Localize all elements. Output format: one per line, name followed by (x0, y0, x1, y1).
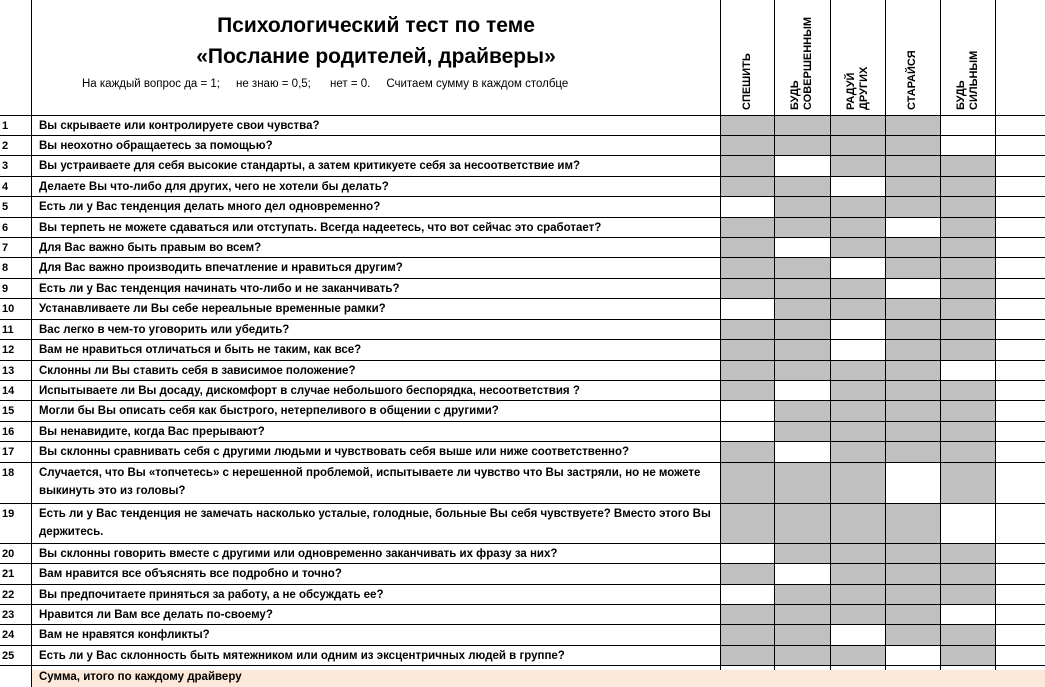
question-number: 17 (2, 446, 15, 458)
row-divider (0, 115, 1045, 116)
question-text: Вам не нравиться отличаться и быть не таким, как все? (39, 344, 362, 356)
answer-cell-shaded (720, 564, 774, 585)
answer-cell-shaded (720, 156, 774, 177)
answer-cell-shaded (885, 156, 940, 177)
answer-cell-shaded (885, 401, 940, 422)
answer-cell-shaded (830, 442, 885, 463)
answer-cell-shaded (720, 258, 774, 279)
question-text: Есть ли у Вас тенденция делать много дел одновременно? (39, 201, 381, 213)
row-divider (0, 339, 1045, 340)
column-divider (31, 0, 32, 687)
question-number: 15 (2, 405, 15, 417)
answer-cell-shaded (774, 585, 830, 605)
answer-cell-shaded (774, 605, 830, 625)
row-divider (0, 298, 1045, 299)
answer-cell-shaded (720, 646, 774, 666)
answer-cell-shaded (940, 585, 995, 605)
question-text: Вас легко в чем-то уговорить или убедить? (39, 324, 290, 336)
column-divider (940, 0, 941, 687)
row-divider (0, 421, 1045, 422)
answer-cell-shaded (720, 116, 774, 136)
answer-cell-shaded (830, 299, 885, 320)
question-number: 1 (2, 120, 9, 132)
question-number: 8 (2, 262, 9, 274)
answer-cell-shaded (940, 320, 995, 340)
answer-cell-shaded (774, 401, 830, 422)
question-text: Вы склонны сравнивать себя с другими людьми и чувствовать себя выше или ниже соответственно? (39, 446, 630, 458)
answer-cell-shaded (940, 218, 995, 238)
question-text: Вы предпочитаете приняться за работу, а не обсуждать ее? (39, 589, 384, 601)
question-text: Вам не нравятся конфликты? (39, 629, 210, 641)
answer-cell-shaded (720, 625, 774, 646)
row-divider (0, 237, 1045, 238)
answer-cell-shaded (774, 279, 830, 299)
question-text: Вам нравится все объяснять все подробно и точно? (39, 568, 342, 580)
column-divider (885, 0, 886, 687)
answer-cell-shaded (940, 401, 995, 422)
question-text: Для Вас важно производить впечатление и нравиться другим? (39, 262, 403, 274)
answer-cell-shaded (830, 544, 885, 564)
answer-cell-shaded (720, 136, 774, 156)
page-title: Психологический тест по теме (217, 14, 535, 37)
question-number: 3 (2, 160, 9, 172)
sum-row-label: Сумма, итого по каждому драйверу (39, 671, 242, 683)
answer-cell-shaded (885, 625, 940, 646)
question-text: Делаете Вы что-либо для других, чего не хотели бы делать? (39, 181, 389, 193)
answer-cell-shaded (940, 258, 995, 279)
question-text: Вы скрываете или контролируете свои чувства? (39, 120, 320, 132)
answer-cell-shaded (774, 177, 830, 197)
answer-cell-shaded (940, 197, 995, 218)
answer-cell-shaded (940, 646, 995, 666)
column-header-driver: БУДЬ (789, 80, 801, 110)
question-text: Есть ли у Вас тенденция начинать что-либо и не заканчивать? (39, 283, 400, 295)
question-number: 13 (2, 365, 15, 377)
answer-cell-shaded (885, 258, 940, 279)
answer-cell-shaded (830, 156, 885, 177)
column-divider (720, 0, 721, 687)
answer-cell-shaded (774, 463, 830, 504)
question-text: Нравится ли Вам все делать по-своему? (39, 609, 273, 621)
answer-cell-shaded (940, 463, 995, 504)
answer-cell-shaded (885, 320, 940, 340)
answer-cell-shaded (940, 564, 995, 585)
row-divider (0, 155, 1045, 156)
answer-cell-shaded (830, 564, 885, 585)
column-header-driver: СТАРАЙСЯ (906, 50, 918, 110)
row-divider (0, 665, 1045, 666)
answer-cell-shaded (885, 136, 940, 156)
question-number: 24 (2, 629, 15, 641)
answer-cell-shaded (885, 381, 940, 401)
answer-cell-shaded (830, 605, 885, 625)
row-divider (0, 441, 1045, 442)
question-number: 23 (2, 609, 15, 621)
question-number: 20 (2, 548, 15, 560)
answer-cell-shaded (774, 136, 830, 156)
question-text: Склонны ли Вы ставить себя в зависимое положение? (39, 365, 356, 377)
answer-cell-shaded (940, 422, 995, 442)
answer-cell-shaded (940, 177, 995, 197)
answer-cell-shaded (774, 320, 830, 340)
answer-cell-shaded (720, 381, 774, 401)
row-divider (0, 217, 1045, 218)
question-number: 6 (2, 222, 9, 234)
answer-cell-shaded (774, 218, 830, 238)
answer-cell-shaded (830, 136, 885, 156)
row-divider (0, 400, 1045, 401)
answer-cell-shaded (940, 156, 995, 177)
row-divider (0, 604, 1045, 605)
answer-cell-shaded (774, 197, 830, 218)
question-number: 19 (2, 508, 15, 520)
row-divider (0, 196, 1045, 197)
answer-cell-shaded (940, 238, 995, 258)
answer-cell-shaded (720, 218, 774, 238)
answer-cell-shaded (885, 238, 940, 258)
answer-cell-shaded (774, 340, 830, 361)
row-divider (0, 462, 1045, 463)
answer-cell-shaded (885, 564, 940, 585)
answer-cell-shaded (720, 442, 774, 463)
page-subtitle: «Послание родителей, драйверы» (196, 45, 556, 68)
answer-cell-shaded (720, 177, 774, 197)
answer-cell-shaded (830, 218, 885, 238)
answer-cell-shaded (774, 504, 830, 544)
question-text: Вы склонны говорить вместе с другими или одновременно заканчивать их фразу за них? (39, 548, 558, 560)
row-divider (0, 380, 1045, 381)
column-header-driver: СПЕШИТЬ (740, 53, 753, 110)
answer-cell-shaded (885, 361, 940, 381)
answer-cell-shaded (885, 340, 940, 361)
answer-cell-shaded (830, 646, 885, 666)
answer-cell-shaded (940, 340, 995, 361)
answer-cell-shaded (940, 544, 995, 564)
answer-cell-shaded (774, 299, 830, 320)
answer-cell-shaded (774, 361, 830, 381)
answer-cell-shaded (885, 177, 940, 197)
column-divider (995, 0, 996, 687)
question-text: Есть ли у Вас склонность быть мятежником или одним из эксцентричных людей в группе? (39, 650, 565, 662)
question-number: 11 (2, 324, 14, 336)
question-text: Испытываете ли Вы досаду, дискомфорт в случае небольшого беспорядка, несоответствия ? (39, 385, 580, 397)
question-text: Для Вас важно быть правым во всем? (39, 242, 262, 254)
answer-cell-shaded (940, 299, 995, 320)
answer-cell-shaded (885, 422, 940, 442)
answer-cell-shaded (720, 605, 774, 625)
question-number: 16 (2, 426, 15, 438)
answer-cell-shaded (720, 340, 774, 361)
row-divider (0, 543, 1045, 544)
answer-cell-shaded (830, 463, 885, 504)
answer-cell-shaded (830, 401, 885, 422)
row-divider (0, 563, 1045, 564)
answer-cell-shaded (940, 442, 995, 463)
answer-cell-shaded (830, 504, 885, 544)
answer-cell-shaded (885, 544, 940, 564)
answer-cell-shaded (720, 279, 774, 299)
answer-cell-shaded (830, 238, 885, 258)
question-number: 5 (2, 201, 9, 213)
answer-cell-shaded (830, 361, 885, 381)
row-divider (0, 176, 1045, 177)
answer-cell-shaded (720, 504, 774, 544)
row-divider (0, 624, 1045, 625)
row-divider (0, 503, 1045, 504)
column-divider (830, 0, 831, 687)
answer-cell-shaded (830, 279, 885, 299)
answer-cell-shaded (830, 422, 885, 442)
question-number: 9 (2, 283, 9, 295)
row-divider (0, 257, 1045, 258)
answer-cell-shaded (720, 238, 774, 258)
scoring-instructions: На каждый вопрос да = 1; не знаю = 0,5; нет = 0. Считаем сумму в каждом столбце (82, 78, 569, 90)
column-divider (774, 0, 775, 687)
question-number: 21 (2, 568, 15, 580)
answer-cell-shaded (885, 585, 940, 605)
question-text: Вы устраиваете для себя высокие стандарты, а затем критикуете себя за несоответствие им? (39, 160, 581, 172)
answer-cell-shaded (885, 197, 940, 218)
answer-cell-shaded (774, 625, 830, 646)
answer-cell-shaded (720, 463, 774, 504)
question-text: Устанавливаете ли Вы себе нереальные временные рамки? (39, 303, 386, 315)
question-text: Вы ненавидите, когда Вас прерывают? (39, 426, 265, 438)
answer-cell-shaded (774, 646, 830, 666)
column-header-driver: СИЛЬНЫМ (967, 50, 980, 110)
row-divider (0, 135, 1045, 136)
row-divider (0, 645, 1045, 646)
answer-cell-shaded (885, 605, 940, 625)
question-number: 14 (2, 385, 15, 397)
answer-cell-shaded (885, 299, 940, 320)
column-header-driver: РАДУЙ (844, 72, 857, 110)
answer-cell-shaded (774, 544, 830, 564)
question-number: 4 (2, 181, 9, 193)
question-text: Вы неохотно обращаетесь за помощью? (39, 140, 273, 152)
answer-cell-shaded (774, 116, 830, 136)
column-header-driver: ДРУГИХ (857, 66, 870, 110)
answer-cell-shaded (830, 116, 885, 136)
question-number: 10 (2, 303, 15, 315)
row-divider (0, 319, 1045, 320)
answer-cell-shaded (830, 381, 885, 401)
answer-cell-shaded (774, 258, 830, 279)
answer-cell-shaded (720, 320, 774, 340)
answer-cell-shaded (774, 422, 830, 442)
question-text: Могли бы Вы описать себя как быстрого, нетерпеливого в общении с другими? (39, 405, 499, 417)
question-number: 18 (2, 467, 15, 479)
question-number: 25 (2, 650, 15, 662)
answer-cell-shaded (885, 442, 940, 463)
question-number: 2 (2, 140, 9, 152)
answer-cell-shaded (940, 625, 995, 646)
answer-cell-shaded (885, 504, 940, 544)
row-divider (0, 584, 1045, 585)
answer-cell-shaded (885, 116, 940, 136)
question-number: 7 (2, 242, 9, 254)
question-text: Вы терпеть не можете сдаваться или отступать. Всегда надеетесь, что вот сейчас это сработает? (39, 222, 602, 234)
column-header-driver: БУДЬ (954, 80, 967, 110)
row-divider (0, 360, 1045, 361)
answer-cell-shaded (830, 585, 885, 605)
question-number: 22 (2, 589, 15, 601)
question-text: Случается, что Вы «топчетесь» с нерешенной проблемой, испытываете ли чувство что Вы застряли, но не можете выкинуть это из головы? (39, 467, 701, 497)
column-header-driver: СОВЕРШЕННЫМ (802, 16, 814, 110)
answer-cell-shaded (940, 381, 995, 401)
answer-cell-shaded (830, 197, 885, 218)
question-number: 12 (2, 344, 15, 356)
question-text: Есть ли у Вас тенденция не замечать насколько усталые, голодные, больные Вы себя чувствуете? Вместо этого Вы держитесь. (39, 508, 711, 538)
answer-cell-shaded (940, 279, 995, 299)
answer-cell-shaded (720, 361, 774, 381)
row-divider (0, 278, 1045, 279)
